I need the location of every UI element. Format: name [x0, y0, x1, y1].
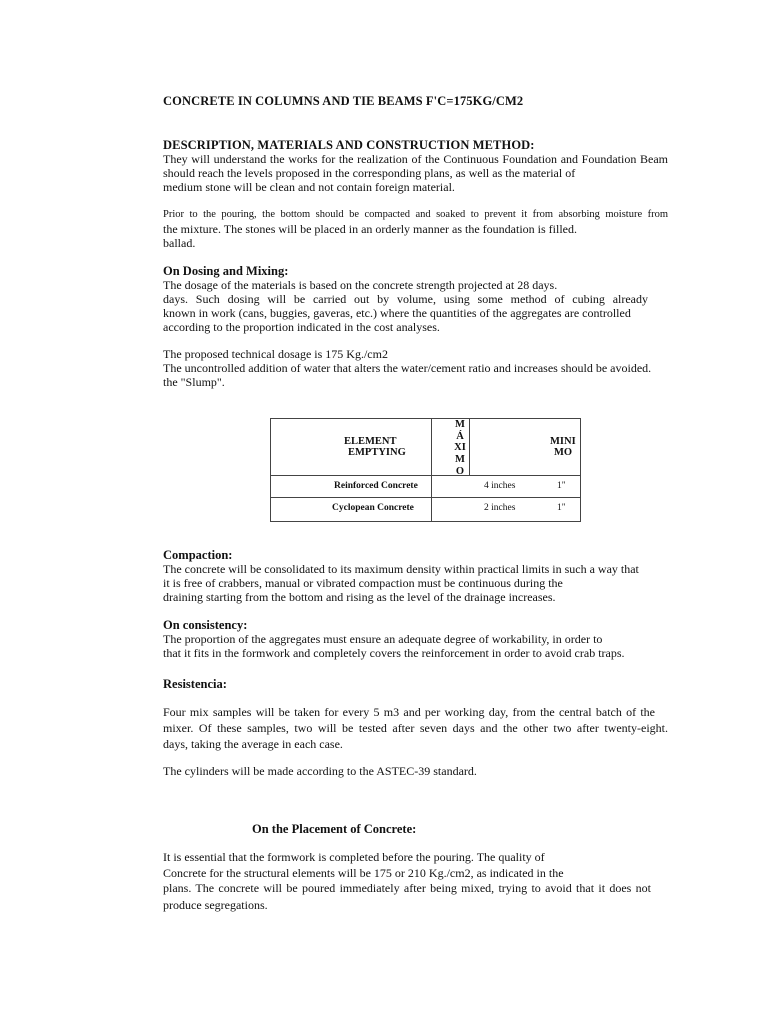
description-line: medium stone will be clean and not contain foreign material. [163, 180, 455, 194]
table-border-right [580, 419, 581, 521]
compaction-line: draining starting from the bottom and rising as the level of the drainage increases. [163, 590, 556, 604]
table-border-left [270, 419, 271, 521]
document-title: CONCRETE IN COLUMNS AND TIE BEAMS F'C=175KG/CM2 [163, 94, 524, 108]
pouring-line: Prior to the pouring, the bottom should be compacted and soaked to prevent it from absorbing moisture from [163, 209, 668, 220]
consistency-line: that it fits in the formwork and completely covers the reinforcement in order to avoid crab traps. [163, 646, 625, 660]
dosing-line: days. Such dosing will be carried out by volume, using some method of cubing already [163, 292, 648, 306]
pouring-line: the mixture. The stones will be placed in an orderly manner as the foundation is filled. [163, 222, 577, 236]
placement-line: It is essential that the formwork is completed before the pouring. The quality of [163, 850, 545, 864]
compaction-heading: Compaction: [163, 548, 233, 562]
resistencia-standard: The cylinders will be made according to the ASTEC-39 standard. [163, 764, 477, 778]
placement-heading: On the Placement of Concrete: [252, 822, 417, 836]
table-header-emptying: EMPTYING [348, 447, 406, 458]
pouring-line: ballad. [163, 236, 196, 250]
table-header-maximo: M Á XI M O [454, 419, 466, 477]
placement-line: plans. The concrete will be poured immediately after being mixed, trying to avoid that it does not [163, 881, 651, 895]
compaction-line: it is free of crabbers, manual or vibrated compaction must be continuous during the [163, 576, 563, 590]
resistencia-line: mixer. Of these samples, two will be tested after seven days and the other two after twenty-eight. [163, 721, 668, 735]
table-cell-min: 1" [557, 481, 566, 491]
placement-line: produce segregations. [163, 898, 268, 912]
dosing-line: known in work (cans, buggies, gaveras, etc.) where the quantities of the aggregates are controlled [163, 306, 631, 320]
table-header-minimo: MO [554, 447, 573, 458]
consistency-line: The proportion of the aggregates must ensure an adequate degree of workability, in order to [163, 632, 603, 646]
description-line: should reach the levels proposed in the corresponding plans, as well as the material of [163, 166, 576, 180]
table-header-element: ELEMENT [344, 436, 397, 447]
dosing-line: the "Slump". [163, 375, 225, 389]
dosing-line: The dosage of the materials is based on the concrete strength projected at 28 days. [163, 278, 558, 292]
dosing-heading: On Dosing and Mixing: [163, 264, 289, 278]
compaction-line: The concrete will be consolidated to its maximum density within practical limits in such a way that [163, 562, 639, 576]
description-line: They will understand the works for the realization of the Continuous Foundation and Foundation Beam [163, 152, 668, 166]
consistency-heading: On consistency: [163, 618, 248, 632]
resistencia-line: Four mix samples will be taken for every 5 m3 and per working day, from the central batch of the [163, 705, 655, 719]
dosing-line: The proposed technical dosage is 175 Kg./cm2 [163, 347, 388, 361]
placement-line: Concrete for the structural elements will be 175 or 210 Kg./cm2, as indicated in the [163, 866, 564, 880]
resistencia-heading: Resistencia: [163, 677, 227, 691]
table-cell-element: Reinforced Concrete [334, 481, 418, 491]
description-heading: DESCRIPTION, MATERIALS AND CONSTRUCTION METHOD: [163, 138, 535, 152]
dosing-line: The uncontrolled addition of water that alters the water/cement ratio and increases should be avoided. [163, 361, 652, 375]
resistencia-line: days, taking the average in each case. [163, 737, 343, 751]
table-header-rule [270, 475, 581, 476]
table-cell-max: 2 inches [484, 503, 516, 513]
table-divider [469, 419, 470, 475]
table-cell-max: 4 inches [484, 481, 516, 491]
table-divider [431, 419, 432, 521]
table-cell-element: Cyclopean Concrete [332, 503, 414, 513]
table-row-rule [270, 497, 581, 498]
table-header-minimo: MINI [550, 436, 576, 447]
table-cell-min: 1" [557, 503, 566, 513]
dosing-line: according to the proportion indicated in the cost analyses. [163, 320, 440, 334]
slump-table [270, 418, 581, 522]
